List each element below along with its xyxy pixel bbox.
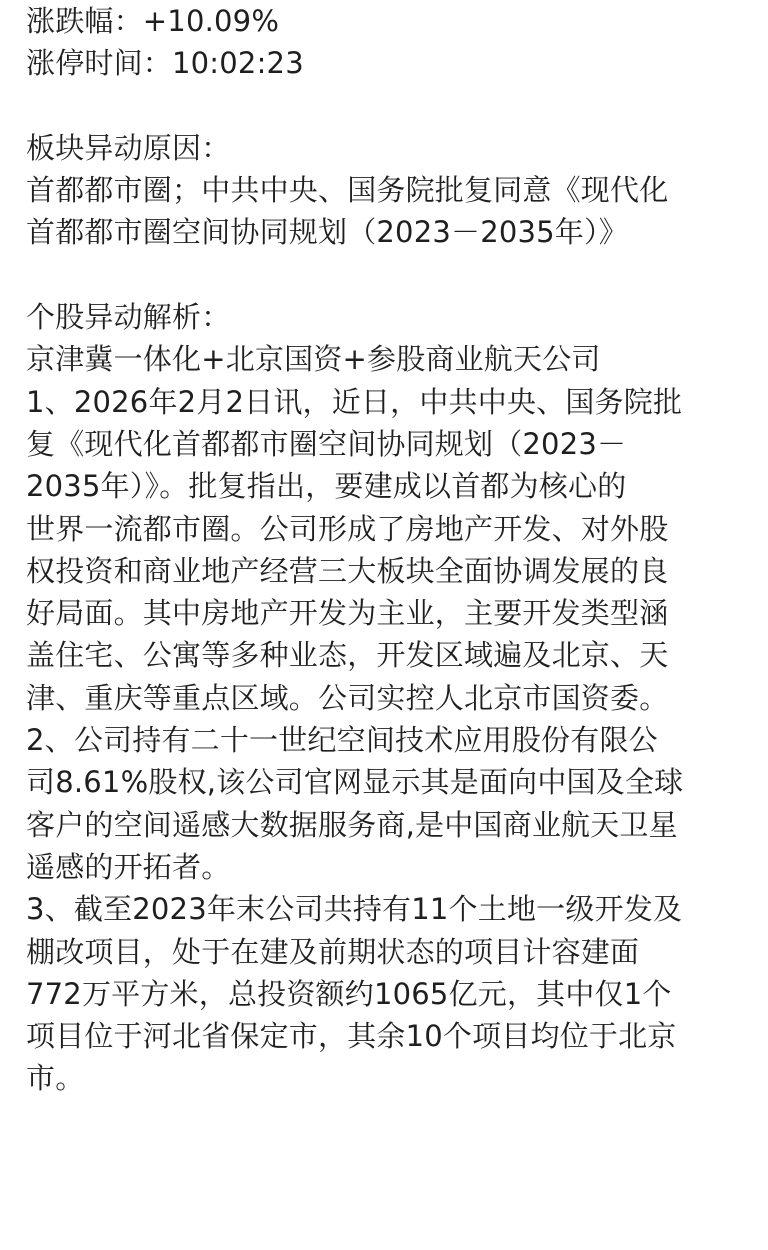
spacer	[26, 85, 746, 127]
stock-line: 盖住宅、公寓等多种业态，开发区域遍及北京、天	[26, 638, 669, 673]
stock-line: 权投资和商业地产经营三大板块全面协调发展的良	[26, 553, 669, 588]
stock-line: 772万平方米，总投资额约1065亿元，其中仅1个	[26, 976, 672, 1011]
limit-time-line: 涨停时间：10:02:23	[26, 46, 304, 81]
article-body	[26, 0, 746, 1100]
stock-line: 1、2026年2月2日讯，近日，中共中央、国务院批	[26, 384, 683, 419]
stock-line: 司8.61%股权,该公司官网显示其是面向中国及全球	[26, 765, 684, 800]
stock-line: 2035年）》。批复指出，要建成以首都为核心的	[26, 469, 627, 504]
spacer	[26, 254, 746, 296]
stock-line: 市。	[26, 1061, 85, 1096]
stock-line: 项目位于河北省保定市，其余10个项目均位于北京	[26, 1019, 677, 1054]
sector-heading: 板块异动原因：	[26, 130, 231, 165]
stock-line: 津、重庆等重点区域。公司实控人北京市国资委。	[26, 680, 669, 715]
stock-line: 京津冀一体化+北京国资+参股商业航天公司	[26, 342, 601, 377]
stock-line: 棚改项目，处于在建及前期状态的项目计容建面	[26, 934, 640, 969]
stock-line: 复《现代化首都都市圈空间协同规划（2023－	[26, 426, 627, 461]
change-line: 涨跌幅：+10.09%	[26, 4, 280, 38]
stock-line: 客户的空间遥感大数据服务商,是中国商业航天卫星	[26, 807, 678, 842]
sector-line: 首都都市圈空间协同规划（2023－2035年）》	[26, 215, 628, 250]
stock-line: 3、截至2023年末公司共持有11个土地一级开发及	[26, 892, 683, 927]
stock-line: 2、公司持有二十一世纪空间技术应用股份有限公	[26, 723, 658, 758]
stock-heading: 个股异动解析：	[26, 300, 231, 335]
sector-line: 首都都市圈；中共中央、国务院批复同意《现代化	[26, 173, 669, 208]
stock-line: 遥感的开拓者。	[26, 849, 231, 884]
stock-line: 世界一流都市圈。公司形成了房地产开发、对外股	[26, 511, 669, 546]
stock-line: 好局面。其中房地产开发为主业，主要开发类型涵	[26, 596, 669, 631]
